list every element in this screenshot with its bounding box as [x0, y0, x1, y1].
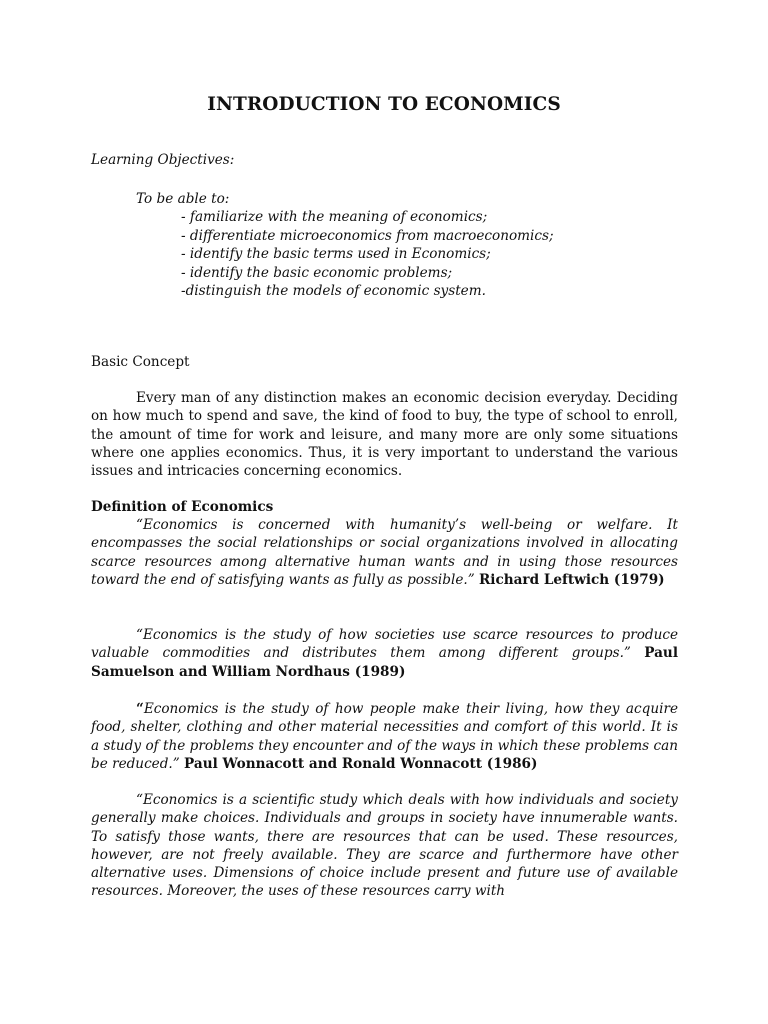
objective-item: - identify the basic economic problems;	[181, 264, 453, 281]
quote-author: Paul Samuelson and William Nordhaus (1989)	[91, 645, 678, 680]
quote-text: “Economics is the study of how societies use scarce resources to produce valuable commodities and distributes them among different groups.”	[91, 627, 678, 662]
quote-open-mark: “	[136, 701, 144, 717]
objective-item: - differentiate microeconomics from macroeconomics;	[181, 227, 554, 244]
quote-author: Paul Wonnacott and Ronald Wonnacott (1986)	[184, 755, 538, 772]
quote-text: “Economics is concerned with humanity’s well-being or welfare. It encompasses the social relationships or social organizations involved in allocating scarce resources among alternative human wants and in using those resources toward the end of satisfying wants as fully as possible.”	[91, 517, 678, 588]
basic-concept-heading: Basic Concept	[91, 354, 190, 370]
quote-author: Richard Leftwich (1979)	[478, 571, 665, 588]
quote-text: Economics is the study of how people make their living, how they acquire food, shelter, clothing and other material necessities and comfort of this world. It is a study of the problems they encounter and of the ways in which these problems can be reduced.”	[91, 701, 678, 772]
definition-quote-3	[91, 700, 678, 773]
objectives-intro: To be able to:	[136, 191, 230, 207]
definition-quote-2	[91, 626, 678, 681]
objectives-list	[181, 208, 554, 301]
objective-item: - familiarize with the meaning of economics;	[181, 209, 488, 225]
basic-concept-paragraph: Every man of any distinction makes an economic decision everyday. Deciding on how much to spend and save, the kind of food to buy, the type of school to enroll, the amount of time for work and leisure, and many more are only some situations where one applies economics. Thus, it is very important to understand the various issues and intricacies concerning economics.	[91, 390, 678, 480]
page-title: INTRODUCTION TO ECONOMICS	[207, 94, 561, 115]
learning-objectives-heading: Learning Objectives:	[91, 152, 235, 168]
definition-quote-4: “Economics is a scientific study which deals with how individuals and society generally make choices. Individuals and groups in society have innumerable wants. To satisfy those wants, there are resources that can be used. These resources, however, are not freely available. They are scarce and furthermore have other alternative uses. Dimensions of choice include present and future use of available resources. Moreover, the uses of these resources carry with	[91, 792, 678, 900]
definition-heading: Definition of Economics	[91, 499, 274, 515]
objective-item: -distinguish the models of economic system.	[181, 283, 486, 299]
definition-quote-1	[91, 516, 678, 589]
objective-item: - identify the basic terms used in Economics;	[181, 246, 491, 262]
